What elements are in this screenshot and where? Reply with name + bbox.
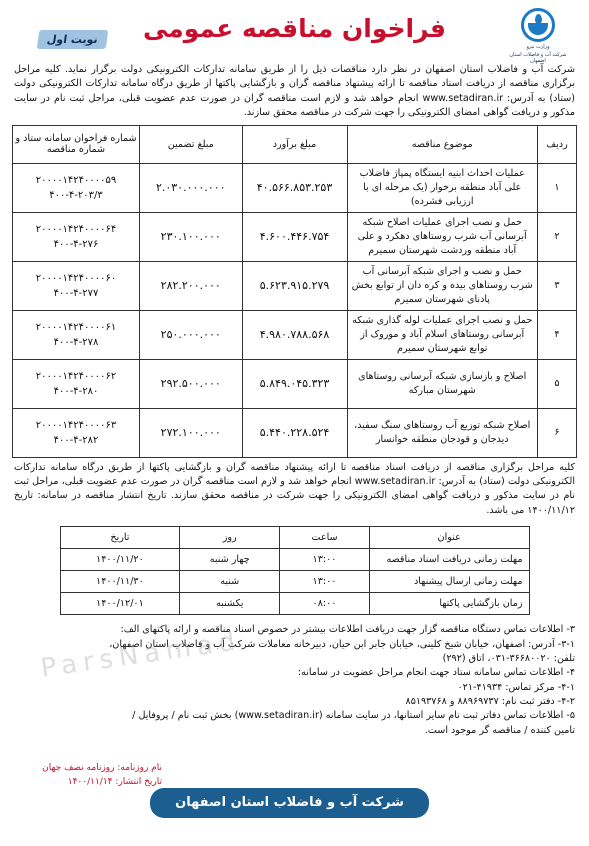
schedule-row: [60, 549, 529, 571]
seta-code: ۲۰۰۰۰۱۴۲۴۰۰۰۰۶۳: [35, 419, 117, 431]
tender-subject: عملیات احداث ابنیه ایستگاه پمپاژ فاضلاب علی آباد منطقه برخوار (یک مرحله ای با ارزیابی فشرده): [347, 163, 537, 212]
header-tender-code: شماره فراخوان سامانه ستاد و شماره مناقصه: [13, 125, 140, 163]
seta-code: ۲۰۰۰۰۱۴۲۴۰۰۰۰۶۲: [35, 370, 117, 382]
schedule-day: یکشنبه: [180, 593, 280, 615]
company-banner: شرکت آب و فاضلاب استان اصفهان: [150, 788, 429, 818]
header-row-number: ردیف: [537, 125, 576, 163]
table-row: [13, 310, 577, 359]
tender-number: ۴۰۰-۴-۲۰۳/۳: [49, 189, 103, 201]
tender-number: ۴۰۰-۴-۲۷۷: [53, 287, 99, 299]
guarantee-amount: ۲.۰۳۰.۰۰۰.۰۰۰: [139, 163, 242, 212]
schedule-table: [60, 526, 530, 615]
contact-line: ۳-۱- آدرس: اصفهان، خیابان شیخ کلینی، خیابان جابر ابن حیان، دبیرخانه معاملات شرکت آب و فاضلاب استان اصفهان،: [109, 638, 575, 650]
schedule-row: [60, 571, 529, 593]
schedule-header-date: تاریخ: [60, 527, 180, 549]
contact-line: تلفن: ۳۶۶۸۰۰۲۰-۰۳۱، اتاق (۲۹۲): [442, 652, 575, 664]
schedule-time: ۰۸:۰۰: [280, 593, 370, 615]
tender-code: [13, 359, 140, 408]
schedule-title: زمان بازگشایی پاکتها: [369, 593, 529, 615]
tender-code: [13, 310, 140, 359]
seta-code: ۲۰۰۰۰۱۴۲۴۰۰۰۰۵۹: [35, 174, 117, 186]
after-table-paragraph: کلیه مراحل برگزاری مناقصه از دریافت اسناد مناقصه تا ارائه پیشنهاد مناقصه گران و بازگشایی پاکتها از طریق درگاه سامانه تدارکات الکترونیکی دولت (ستاد) به آدرس: www.setadiran.ir انجام خواهد شد و لازم است مناقصه گران در صورت عدم عضویت قبلی، مراحل ثبت نام در سایت مذکور و دریافت گواهی امضای الکترونیکی را جهت شرکت در مناقصه محقق سازند. تاریخ انتشار مناقصه در سامانه: تاریخ ۱۴۰۰/۱۱/۱۲ می باشد.: [14, 461, 575, 516]
guarantee-amount: ۲۳۰.۱۰۰.۰۰۰: [139, 212, 242, 261]
intro-paragraph: شرکت آب و فاضلاب استان اصفهان در نظر دارد مناقصات ذیل را از طریق سامانه تدارکات الکترونیکی دولت برگزار نماید. کلیه مراحل برگزاری مناقصه از دریافت اسناد مناقصه تا ارائه پیشنهاد مناقصه گران و بازگشایی پاکتها از طریق درگاه سامانه تدارکات الکترونیکی دولت (ستاد) به آدرس: www.setadiran.ir انجام خواهد شد و لازم است مناقصه گران در صورت عدم عضویت قبلی، مراحل ثبت نام در سایت مذکور و دریافت گواهی امضای الکترونیکی را جهت شرکت در مناقصه محقق سازند.: [14, 64, 576, 119]
publication-info: [12, 762, 162, 789]
tender-code: [13, 212, 140, 261]
schedule-header-row: [60, 527, 529, 549]
logo-ministry: وزارت نیرو: [526, 44, 550, 50]
contact-line: ۴-۲- دفتر ثبت نام: ۸۸۹۶۹۷۳۷ و ۸۵۱۹۳۷۶۸: [405, 696, 575, 708]
guarantee-amount: ۲۵۰.۰۰۰.۰۰۰: [139, 310, 242, 359]
watermark: ParsNamad: [38, 626, 243, 684]
schedule-row: [60, 593, 529, 615]
table-row: [13, 408, 577, 457]
tender-code: [13, 163, 140, 212]
schedule-title: مهلت زمانی ارسال پیشنهاد: [369, 571, 529, 593]
estimate-amount: ۵.۴۴۰.۲۲۸.۵۲۴: [242, 408, 347, 457]
newspaper-name: نام روزنامه: روزنامه نصف جهان: [42, 763, 162, 773]
round-badge: نوبت اول: [37, 30, 108, 49]
schedule-day: چهار شنبه: [180, 549, 280, 571]
schedule-day: شنبه: [180, 571, 280, 593]
header-estimate: مبلغ برآورد: [242, 125, 347, 163]
tender-subject: حمل و نصب اجرای عملیات اصلاح شبکه آبرسانی آب شرب روستاهای دهکرد و علی آباد منطقه وردشت شهرستان سمیرم: [347, 212, 537, 261]
contact-line: ۳- اطلاعات تماس دستگاه مناقصه گزار جهت دریافت اطلاعات بیشتر در خصوص اسناد مناقصه و ارائه پاکتهای الف:: [120, 624, 575, 636]
contact-line: تامین کننده / مناقصه گر موجود است.: [424, 724, 575, 736]
contact-line: ۴-۱- مرکز تماس: ۴۱۹۳۴-۰۲۱: [457, 681, 575, 693]
schedule-date: ۱۴۰۰/۱۱/۳۰: [60, 571, 180, 593]
tender-code: [13, 261, 140, 310]
schedule-time: ۱۳:۰۰: [280, 549, 370, 571]
schedule-header-time: ساعت: [280, 527, 370, 549]
tender-subject: حمل و نصب و اجرای شبکه آبرسانی آب شرب روستاهای بیده و کره دان از توابع بخش پادنای شهرستان سمیرم: [347, 261, 537, 310]
tender-subject: اصلاح شبکه توزیع آب روستاهای سنگ سفید، دیدجان و قودجان منطقه خوانسار: [347, 408, 537, 457]
tender-subject: اصلاح و بازسازی شبکه آبرسانی روستاهای شهرستان مبارکه: [347, 359, 537, 408]
row-number: ۶: [537, 408, 576, 457]
row-number: ۵: [537, 359, 576, 408]
tender-number: ۴۰۰-۴-۲۸۰: [53, 385, 99, 397]
guarantee-amount: ۲۹۲.۵۰۰.۰۰۰: [139, 359, 242, 408]
estimate-amount: ۴۰.۵۶۶.۸۵۳.۲۵۳: [242, 163, 347, 212]
tenders-header-row: [13, 125, 577, 163]
schedule-time: ۱۳:۰۰: [280, 571, 370, 593]
schedule-header-day: روز: [180, 527, 280, 549]
schedule-date: ۱۴۰۰/۱۲/۰۱: [60, 593, 180, 615]
row-number: ۳: [537, 261, 576, 310]
table-row: [13, 212, 577, 261]
row-number: ۲: [537, 212, 576, 261]
seta-code: ۲۰۰۰۰۱۴۲۴۰۰۰۰۶۰: [35, 272, 117, 284]
page-title: فراخوان مناقصه عمومی: [142, 14, 446, 43]
guarantee-amount: ۲۸۲.۲۰۰.۰۰۰: [139, 261, 242, 310]
schedule-date: ۱۴۰۰/۱۱/۲۰: [60, 549, 180, 571]
contact-line: ۴- اطلاعات تماس سامانه ستاد جهت انجام مراحل عضویت در سامانه:: [297, 667, 575, 679]
tender-number: ۴۰۰-۴-۲۷۸: [53, 336, 99, 348]
estimate-amount: ۴.۹۸۰.۷۸۸.۵۶۸: [242, 310, 347, 359]
logo-company: شرکت آب و فاضلاب استان اصفهان: [509, 52, 567, 64]
guarantee-amount: ۲۷۲.۱۰۰.۰۰۰: [139, 408, 242, 457]
header-subject: موضوع مناقصه: [347, 125, 537, 163]
row-number: ۱: [537, 163, 576, 212]
estimate-amount: ۵.۸۴۹.۰۴۵.۳۲۳: [242, 359, 347, 408]
contact-line: ۵- اطلاعات تماس دفاتر ثبت نام سایر استانها، در سایت سامانه (www.setadiran.ir) بخش ثبت نام / پروفایل /: [132, 710, 575, 722]
schedule-header-title: عنوان: [369, 527, 529, 549]
seta-code: ۲۰۰۰۰۱۴۲۴۰۰۰۰۶۴: [35, 223, 117, 235]
header: [12, 8, 577, 64]
table-row: [13, 359, 577, 408]
tender-number: ۴۰۰-۴-۲۷۶: [53, 238, 99, 250]
row-number: ۴: [537, 310, 576, 359]
tender-code: [13, 408, 140, 457]
header-guarantee: مبلغ تضمین: [139, 125, 242, 163]
schedule-title: مهلت زمانی دریافت اسناد مناقصه: [369, 549, 529, 571]
publish-date: تاریخ انتشار: ۱۴۰۰/۱۱/۱۴: [67, 776, 162, 787]
estimate-amount: ۴.۶۰۰.۴۴۶.۷۵۴: [242, 212, 347, 261]
estimate-amount: ۵.۶۲۳.۹۱۵.۲۷۹: [242, 261, 347, 310]
tender-subject: حمل و نصب اجرای عملیات لوله گذاری شبکه آبرسانی روستاهای اسلام آباد و موروک از توابع شهرستان سمیرم: [347, 310, 537, 359]
tender-number: ۴۰۰-۴-۲۸۲: [53, 434, 99, 446]
tenders-table: [12, 125, 577, 458]
contact-info: [12, 623, 577, 738]
table-row: [13, 163, 577, 212]
table-row: [13, 261, 577, 310]
seta-code: ۲۰۰۰۰۱۴۲۴۰۰۰۰۶۱: [35, 321, 117, 333]
